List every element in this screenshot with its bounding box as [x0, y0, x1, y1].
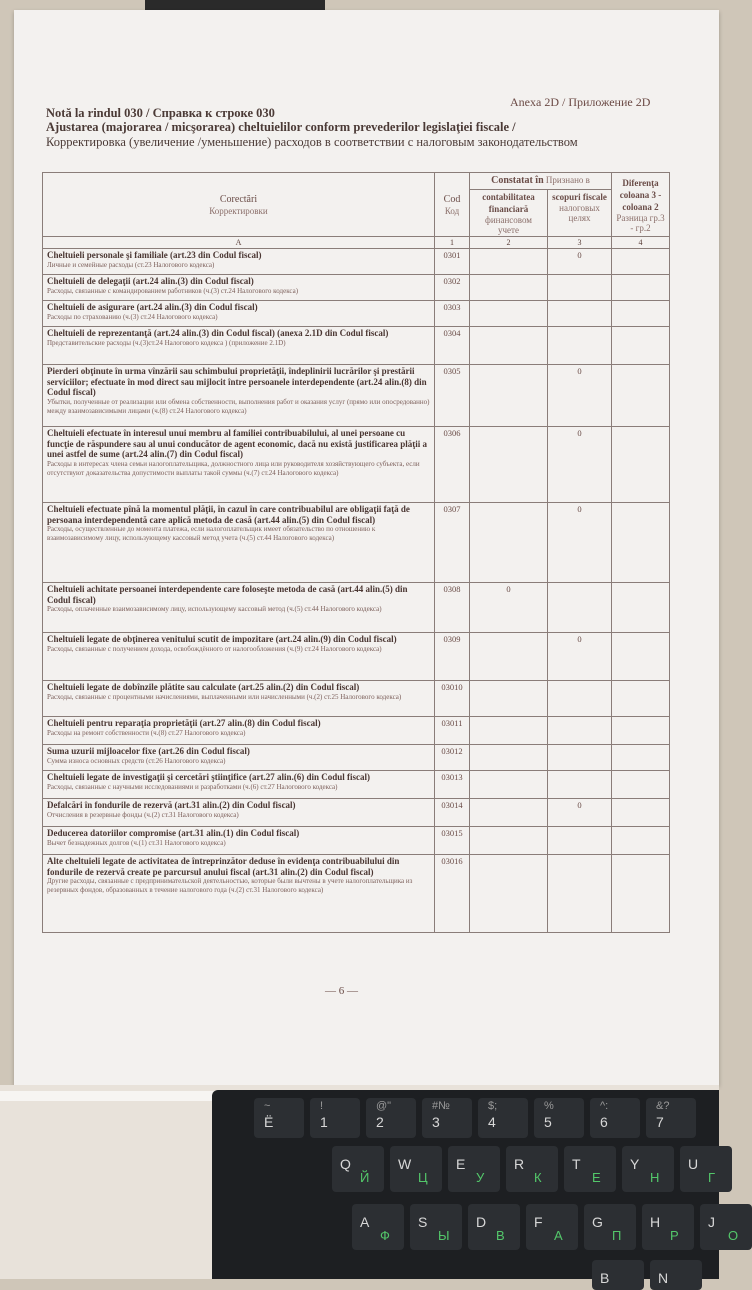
- header-scopuri-ru: налоговых целях: [559, 203, 600, 223]
- key-symbol: !: [320, 1100, 324, 1112]
- col-num-3: 3: [548, 237, 612, 249]
- row-description: [43, 633, 435, 681]
- table-row: [43, 301, 670, 327]
- row-label-ro: Cheltuieli achitate persoanei interdependente care foloseşte metoda de casă (art.44 alin.(5) din Codul fiscal): [47, 584, 408, 605]
- key-latin: W: [398, 1156, 412, 1172]
- cell-contabilitate: [470, 633, 548, 681]
- row-code: 0301: [435, 249, 470, 275]
- row-label-ru: Другие расходы, связанные с предпринимательской деятельностью, которые были вычтены в учете налогоплательщика из резервных фондов, образованных в течение налогового года (ч.(2) ст.31 Налогового кодекса): [47, 877, 413, 894]
- key-latin: J: [708, 1214, 715, 1230]
- document-title-note: Notă la rindul 030 / Справка к строке 030: [46, 106, 275, 120]
- key-cyrillic: О: [728, 1228, 739, 1243]
- key-symbol: %: [544, 1100, 554, 1112]
- header-contabilitate-ru: финансовом учете: [485, 215, 532, 235]
- table-row: [43, 681, 670, 717]
- header-diferenta-ro: Diferenţa coloana 3 - coloana 2: [619, 177, 662, 212]
- table-row: [43, 827, 670, 855]
- row-label-ro: Cheltuieli de asigurare (art.24 alin.(3) din Codul fiscal): [47, 302, 258, 312]
- key-latin: S: [418, 1214, 428, 1230]
- header-scopuri: [548, 190, 612, 237]
- key-symbol: ^:: [600, 1100, 609, 1112]
- row-description: [43, 249, 435, 275]
- key-number: 1: [320, 1114, 328, 1130]
- row-label-ro: Defalcări în fondurile de rezervă (art.31 alin.(2) din Codul fiscal): [47, 800, 296, 810]
- cell-scopuri-fiscale: 0: [548, 633, 612, 681]
- keyboard-key[interactable]: [410, 1204, 462, 1250]
- row-description: [43, 827, 435, 855]
- key-cyrillic: Й: [360, 1170, 370, 1185]
- key-symbol: #№: [432, 1100, 450, 1112]
- cell-scopuri-fiscale: 0: [548, 427, 612, 503]
- row-code: 03011: [435, 717, 470, 745]
- row-label-ro: Cheltuieli de delegaţii (art.24 alin.(3) din Codul fiscal): [47, 276, 254, 286]
- table-body: [43, 249, 670, 933]
- row-code: 0306: [435, 427, 470, 503]
- keyboard-key[interactable]: [590, 1098, 640, 1138]
- key-latin: E: [456, 1156, 466, 1172]
- row-label-ro: Cheltuieli de reprezentanţă (art.24 alin.(3) din Codul fiscal) (anexa 2.1D din Codul fiscal): [47, 328, 389, 338]
- header-priznano-ru: Признано в: [545, 175, 590, 185]
- row-description: [43, 427, 435, 503]
- annex-label: Anexa 2D / Приложение 2D: [510, 95, 651, 109]
- row-description: [43, 745, 435, 771]
- key-latin: Y: [630, 1156, 640, 1172]
- keyboard-key[interactable]: [506, 1146, 558, 1192]
- key-cyrillic: Н: [650, 1170, 660, 1185]
- row-description: [43, 327, 435, 365]
- cell-contabilitate: [470, 249, 548, 275]
- key-cyrillic: В: [496, 1228, 505, 1243]
- row-label-ru: Личные и семейные расходы (ст.23 Налогового кодекса): [47, 260, 215, 269]
- table-row: [43, 275, 670, 301]
- cell-diferenta: [612, 855, 670, 933]
- table-row: [43, 799, 670, 827]
- cell-diferenta: [612, 681, 670, 717]
- key-number: 4: [488, 1114, 496, 1130]
- cell-contabilitate: 0: [470, 583, 548, 633]
- key-symbol: &?: [656, 1100, 670, 1112]
- col-num-a: A: [43, 237, 435, 249]
- cell-scopuri-fiscale: [548, 583, 612, 633]
- cell-contabilitate: [470, 717, 548, 745]
- row-description: [43, 717, 435, 745]
- cell-diferenta: [612, 745, 670, 771]
- key-latin: B: [600, 1270, 610, 1286]
- row-label-ro: Cheltuieli efectuate în interesul unui membru al familiei contribuabilului, al unei persoane cu funcţie de răspundere sau al unui conducător de agent economic, dacă nu există justificarea plăţii a unei astfel de sume (art.24 alin.(7) din Codul fiscal): [47, 428, 428, 459]
- key-latin: H: [650, 1214, 661, 1230]
- row-label-ro: Cheltuieli pentru reparaţia proprietăţii (art.27 alin.(8) din Codul fiscal): [47, 718, 321, 728]
- row-label-ru: Вычет безнадежных долгов (ч.(1) ст.31 Налогового кодекса): [47, 838, 226, 847]
- row-label-ru: Расходы по страхованию (ч.(3) ст.24 Налогового кодекса): [47, 312, 218, 321]
- cell-diferenta: [612, 633, 670, 681]
- row-label-ru: Расходы, связанные с получением дохода, освобождённого от налогообложения (ч.(9) ст.24 Налогового кодекса): [47, 644, 382, 653]
- cell-contabilitate: [470, 681, 548, 717]
- key-latin: R: [514, 1156, 525, 1172]
- key-latin: D: [476, 1214, 487, 1230]
- row-description: [43, 771, 435, 799]
- row-label-ro: Cheltuieli legate de dobînzile plătite sau calculate (art.25 alin.(2) din Codul fiscal): [47, 682, 360, 692]
- row-label-ru: Сумма износа основных средств (ст.26 Налогового кодекса): [47, 756, 226, 765]
- cell-contabilitate: [470, 855, 548, 933]
- cell-diferenta: [612, 771, 670, 799]
- row-label-ro: Cheltuieli legate de investigaţii şi cercetări ştiinţifice (art.27 alin.(6) din Codul fiscal): [47, 772, 371, 782]
- cell-diferenta: [612, 301, 670, 327]
- cell-diferenta: [612, 717, 670, 745]
- row-description: [43, 503, 435, 583]
- header-constatat: [470, 173, 612, 190]
- keyboard-key[interactable]: [526, 1204, 578, 1250]
- keyboard-key[interactable]: [592, 1260, 644, 1290]
- keyboard-key[interactable]: [422, 1098, 472, 1138]
- keyboard-key[interactable]: [478, 1098, 528, 1138]
- cell-scopuri-fiscale: 0: [548, 249, 612, 275]
- cell-contabilitate: [470, 745, 548, 771]
- header-contabilitate-ro: contabilitatea financiară: [482, 192, 535, 214]
- keyboard-key[interactable]: [622, 1146, 674, 1192]
- cell-diferenta: [612, 249, 670, 275]
- row-label-ro: Pierderi obţinute în urma vînzării sau schimbului proprietăţii, îndeplinirii lucrărilor şi prestării serviciilor; efectuate în mod direct sau mijlocit între persoanele interdependente (art.24 alin.(8) din Codul fiscal): [47, 366, 427, 397]
- keyboard-key[interactable]: [390, 1146, 442, 1192]
- document-title-ro: Ajustarea (majorarea / micşorarea) cheltuielilor conform prevederilor legislaţiei fiscale /: [46, 120, 516, 134]
- row-code: 0308: [435, 583, 470, 633]
- row-description: [43, 799, 435, 827]
- header-cod-ru: Код: [444, 205, 460, 216]
- row-label-ru: Расходы в интересах члена семьи налогоплательщика, должностного лица или руководителя хозяйствующего субъекта, если отсутствуют доказательства допустимости выплаты такой суммы (ч.(7) ст.24 Налогового кодекса): [47, 459, 420, 477]
- header-corectari: [43, 173, 435, 237]
- table-row: [43, 745, 670, 771]
- keyboard-key[interactable]: [646, 1098, 696, 1138]
- row-label-ru: Расходы, связанные с командированием работников (ч.(3) ст.24 Налогового кодекса): [47, 286, 299, 295]
- keyboard-key[interactable]: [642, 1204, 694, 1250]
- keyboard-key[interactable]: [534, 1098, 584, 1138]
- row-label-ru: Убытки, полученные от реализации или обмена собственности, выполнения работ и оказания услуг (прямо или опосредованно) между взаимозависимыми лицами (ч.(8) ст.24 Налогового кодекса): [47, 397, 430, 415]
- page-number: — 6 —: [325, 985, 358, 997]
- cell-contabilitate: [470, 771, 548, 799]
- cell-diferenta: [612, 427, 670, 503]
- col-num-2: 2: [470, 237, 548, 249]
- table-row: [43, 855, 670, 933]
- key-latin: G: [592, 1214, 603, 1230]
- adjustments-table: [42, 172, 670, 933]
- key-cyrillic: Р: [670, 1228, 679, 1243]
- header-cod: [435, 173, 470, 237]
- key-number: Ё: [264, 1114, 274, 1130]
- key-number: 5: [544, 1114, 552, 1130]
- row-code: 03013: [435, 771, 470, 799]
- cell-scopuri-fiscale: [548, 275, 612, 301]
- row-description: [43, 681, 435, 717]
- cell-scopuri-fiscale: [548, 327, 612, 365]
- row-label-ro: Cheltuieli personale şi familiale (art.23 din Codul fiscal): [47, 250, 262, 260]
- row-label-ro: Cheltuieli legate de obţinerea venitului scutit de impozitare (art.24 alin.(9) din Codul fiscal): [47, 634, 397, 644]
- cell-scopuri-fiscale: [548, 827, 612, 855]
- key-latin: U: [688, 1156, 699, 1172]
- key-number: 2: [376, 1114, 384, 1130]
- row-code: 0303: [435, 301, 470, 327]
- header-cod-ro: Cod: [443, 193, 461, 205]
- cell-diferenta: [612, 327, 670, 365]
- header-constatat-ro: Constatat în: [491, 175, 544, 186]
- row-label-ru: Расходы, осуществленные до момента платежа, если налогоплательщик имеет обязательство по отношению к взаимозависимому лицу, использующему кассовый метод учета (ч.(5) ст.44 Налогового кодекса): [47, 525, 376, 542]
- cell-contabilitate: [470, 427, 548, 503]
- key-cyrillic: Ы: [438, 1228, 450, 1243]
- col-num-4: 4: [612, 237, 670, 249]
- cell-contabilitate: [470, 503, 548, 583]
- row-code: 03015: [435, 827, 470, 855]
- row-code: 0305: [435, 365, 470, 427]
- cell-scopuri-fiscale: [548, 771, 612, 799]
- row-description: [43, 275, 435, 301]
- cell-contabilitate: [470, 365, 548, 427]
- header-corectari-ru: Корректировки: [209, 205, 268, 216]
- column-number-row: [43, 237, 670, 249]
- cell-diferenta: [612, 275, 670, 301]
- header-diferenta-ru: Разница гр.3 - гр.2: [616, 212, 665, 233]
- keyboard-key[interactable]: [366, 1098, 416, 1138]
- cell-scopuri-fiscale: 0: [548, 799, 612, 827]
- keyboard-key[interactable]: [352, 1204, 404, 1250]
- row-label-ru: Расходы на ремонт собственности (ч.(8) ст.27 Налогового кодекса): [47, 728, 246, 737]
- key-symbol: @": [376, 1100, 392, 1112]
- cell-scopuri-fiscale: 0: [548, 365, 612, 427]
- cell-scopuri-fiscale: [548, 855, 612, 933]
- cell-diferenta: [612, 799, 670, 827]
- key-cyrillic: А: [554, 1228, 563, 1243]
- key-cyrillic: Е: [592, 1170, 601, 1185]
- row-label-ru: Представительские расходы (ч.(3)ст.24 Налогового кодекса ) (приложение 2.1D): [47, 338, 286, 347]
- key-cyrillic: Г: [708, 1170, 716, 1185]
- cell-contabilitate: [470, 275, 548, 301]
- document-title-ru: Корректировка (увеличение /уменьшение) расходов в соответствии с налоговым законодательством: [46, 135, 578, 149]
- cell-contabilitate: [470, 327, 548, 365]
- key-number: 3: [432, 1114, 440, 1130]
- table-row: [43, 503, 670, 583]
- key-latin: A: [360, 1214, 370, 1230]
- keyboard-key[interactable]: [584, 1204, 636, 1250]
- header-contabilitate: [470, 190, 548, 237]
- row-label-ru: Расходы, оплаченные взаимозависимому лицу, использующему кассовый метод (ч.(5) ст.44 Налогового кодекса): [47, 605, 382, 613]
- key-symbol: ~: [264, 1100, 271, 1112]
- cell-scopuri-fiscale: [548, 745, 612, 771]
- keyboard-key[interactable]: [332, 1146, 384, 1192]
- col-num-1: 1: [435, 237, 470, 249]
- cell-diferenta: [612, 503, 670, 583]
- cell-diferenta: [612, 827, 670, 855]
- key-latin: T: [572, 1156, 581, 1172]
- table-row: [43, 717, 670, 745]
- key-latin: N: [658, 1270, 669, 1286]
- row-label-ru: Расходы, связанные с научными исследованиями и разработками (ч.(6) ст.27 Налогового кодекса): [47, 782, 338, 791]
- cell-scopuri-fiscale: [548, 717, 612, 745]
- row-code: 0304: [435, 327, 470, 365]
- row-code: 03016: [435, 855, 470, 933]
- row-description: [43, 583, 435, 633]
- row-label-ro: Deducerea datoriilor compromise (art.31 alin.(1) din Codul fiscal): [47, 828, 300, 838]
- keyboard-key[interactable]: [564, 1146, 616, 1192]
- row-description: [43, 855, 435, 933]
- row-code: 0309: [435, 633, 470, 681]
- row-label-ro: Alte cheltuieli legate de activitatea de întreprinzător deduse în evidenţa contribuabilului din fondurile de rezervă create pe parcursul anului fiscal (art.31 alin.(2) din Codul fiscal): [47, 856, 400, 877]
- header-scopuri-ro: scopuri fiscale: [552, 192, 607, 202]
- keyboard-key[interactable]: [468, 1204, 520, 1250]
- cell-contabilitate: [470, 827, 548, 855]
- key-cyrillic: К: [534, 1170, 542, 1185]
- key-latin: Q: [340, 1156, 351, 1172]
- keyboard-key[interactable]: [700, 1204, 752, 1250]
- table-row: [43, 365, 670, 427]
- key-cyrillic: Ц: [418, 1170, 428, 1185]
- table-row: [43, 327, 670, 365]
- row-code: 0302: [435, 275, 470, 301]
- row-description: [43, 301, 435, 327]
- keyboard-key[interactable]: [448, 1146, 500, 1192]
- table-row: [43, 633, 670, 681]
- table-row: [43, 249, 670, 275]
- key-cyrillic: Ф: [380, 1228, 390, 1243]
- keyboard-key[interactable]: [254, 1098, 304, 1138]
- header-diferenta: [612, 173, 670, 237]
- key-latin: F: [534, 1214, 543, 1230]
- header-corectari-ro: Corectări: [219, 193, 258, 205]
- row-code: 03010: [435, 681, 470, 717]
- row-code: 03012: [435, 745, 470, 771]
- keyboard-key[interactable]: [650, 1260, 702, 1290]
- table-row: [43, 427, 670, 503]
- row-description: [43, 365, 435, 427]
- key-number: 7: [656, 1114, 664, 1130]
- row-code: 03014: [435, 799, 470, 827]
- key-cyrillic: П: [612, 1228, 622, 1243]
- cell-scopuri-fiscale: 0: [548, 503, 612, 583]
- keyboard-key[interactable]: [680, 1146, 732, 1192]
- cell-diferenta: [612, 365, 670, 427]
- row-label-ro: Suma uzurii mijloacelor fixe (art.26 din Codul fiscal): [47, 746, 250, 756]
- row-label-ru: Расходы, связанные с процентными начислениями, выплаченными или начисленными (ч.(2) ст.25 Налогового кодекса): [47, 692, 402, 701]
- cell-scopuri-fiscale: [548, 301, 612, 327]
- keyboard: [212, 1090, 739, 1286]
- key-number: 6: [600, 1114, 608, 1130]
- row-label-ro: Cheltuieli efectuate pînă la momentul plăţii, în cazul în care contribuabilul are obligaţii faţă de persoana interdependentă care aplică metoda de casă (art.44 alin.(5) din Codul fiscal): [47, 504, 410, 525]
- cell-contabilitate: [470, 799, 548, 827]
- keyboard-key[interactable]: [310, 1098, 360, 1138]
- cell-scopuri-fiscale: [548, 681, 612, 717]
- cell-diferenta: [612, 583, 670, 633]
- row-label-ru: Отчисления в резервные фонды (ч.(2) ст.31 Налогового кодекса): [47, 810, 239, 819]
- cell-contabilitate: [470, 301, 548, 327]
- table-row: [43, 583, 670, 633]
- key-cyrillic: У: [476, 1170, 485, 1185]
- row-code: 0307: [435, 503, 470, 583]
- table-row: [43, 771, 670, 799]
- key-symbol: $;: [488, 1100, 498, 1112]
